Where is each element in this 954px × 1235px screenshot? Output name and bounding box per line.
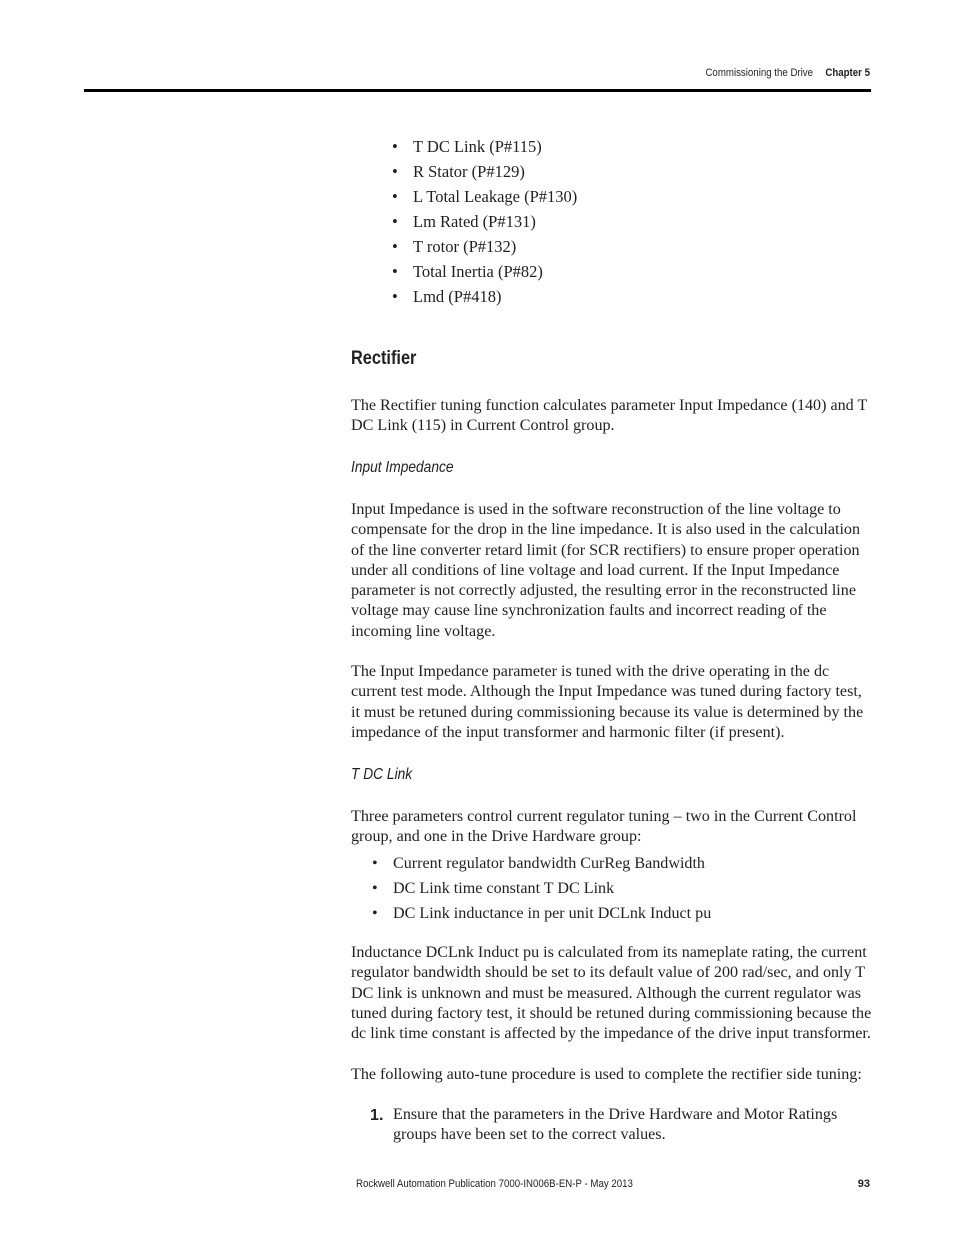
section-title: Rectifier [351, 348, 417, 369]
t-dc-link-paragraph-3: The following auto-tune procedure is used to complete the rectifier side tuning: [351, 1066, 862, 1083]
running-header [705, 67, 870, 79]
list-item: • Lm Rated (P#131) [392, 212, 536, 231]
list-item: • T DC Link (P#115) [392, 137, 542, 156]
list-item: • Total Inertia (P#82) [392, 262, 543, 281]
input-impedance-heading: Input Impedance [351, 459, 454, 476]
list-item: • DC Link inductance in per unit DCLnk Induct pu [372, 905, 712, 922]
t-dc-link-paragraph-2: Inductance DCLnk Induct pu is calculated from its nameplate rating, the current regulator bandwidth should be set to its default value of 200 rad/sec, and only T DC link is unknown and must be measured. Although the current regulator was tuned during factory test, it should be retuned during commissioning because the dc link time constant is affected by the impedance of the drive input transformer. [351, 944, 872, 1043]
header-rule [84, 89, 871, 92]
header-chapter: Chapter 5 [825, 67, 870, 79]
step-text: Ensure that the parameters in the Drive Hardware and Motor Ratings groups have been set to the correct values. [393, 1106, 838, 1144]
list-item: • DC Link time constant T DC Link [372, 880, 615, 897]
t-dc-link-heading: T DC Link [351, 766, 413, 783]
list-item: • L Total Leakage (P#130) [392, 187, 578, 206]
list-item: • R Stator (P#129) [392, 162, 525, 181]
list-item: • T rotor (P#132) [392, 237, 517, 256]
page-number: 93 [857, 1178, 870, 1190]
intro-paragraph: The Rectifier tuning function calculates parameter Input Impedance (140) and T DC Link (115) in Current Control group. [351, 397, 867, 435]
procedure-step [370, 1105, 870, 1146]
tuning-parameter-list [372, 851, 711, 926]
input-impedance-paragraph-1: Input Impedance is used in the software reconstruction of the line voltage to compensate for the drop in the line impedance. It is also used in the calculation of the line converter retard limit (for SCR rectifiers) to ensure proper operation under all conditions of line voltage and load current. If the Input Impedance parameter is not correctly adjusted, the resulting error in the reconstructed line voltage may cause line synchronization faults and incorrect reading of the incoming line voltage. [351, 501, 861, 640]
list-item: • Lmd (P#418) [392, 287, 502, 306]
input-impedance-paragraph-2: The Input Impedance parameter is tuned with the drive operating in the dc current test mode. Although the Input Impedance was tuned during factory test, it must be retuned during commissioning because its value is determined by the impedance of the input transformer and harmonic filter (if present). [351, 663, 864, 741]
footer-publication: Rockwell Automation Publication 7000-IN006B-EN-P - May 2013 [356, 1178, 633, 1190]
t-dc-link-paragraph-1: Three parameters control current regulator tuning – two in the Current Control group, and one in the Drive Hardware group: [351, 808, 857, 846]
parameter-list [392, 134, 577, 309]
step-number: 1. [370, 1106, 384, 1124]
header-section: Commissioning the Drive [705, 67, 814, 79]
list-item: • Current regulator bandwidth CurReg Bandwidth [372, 855, 705, 872]
